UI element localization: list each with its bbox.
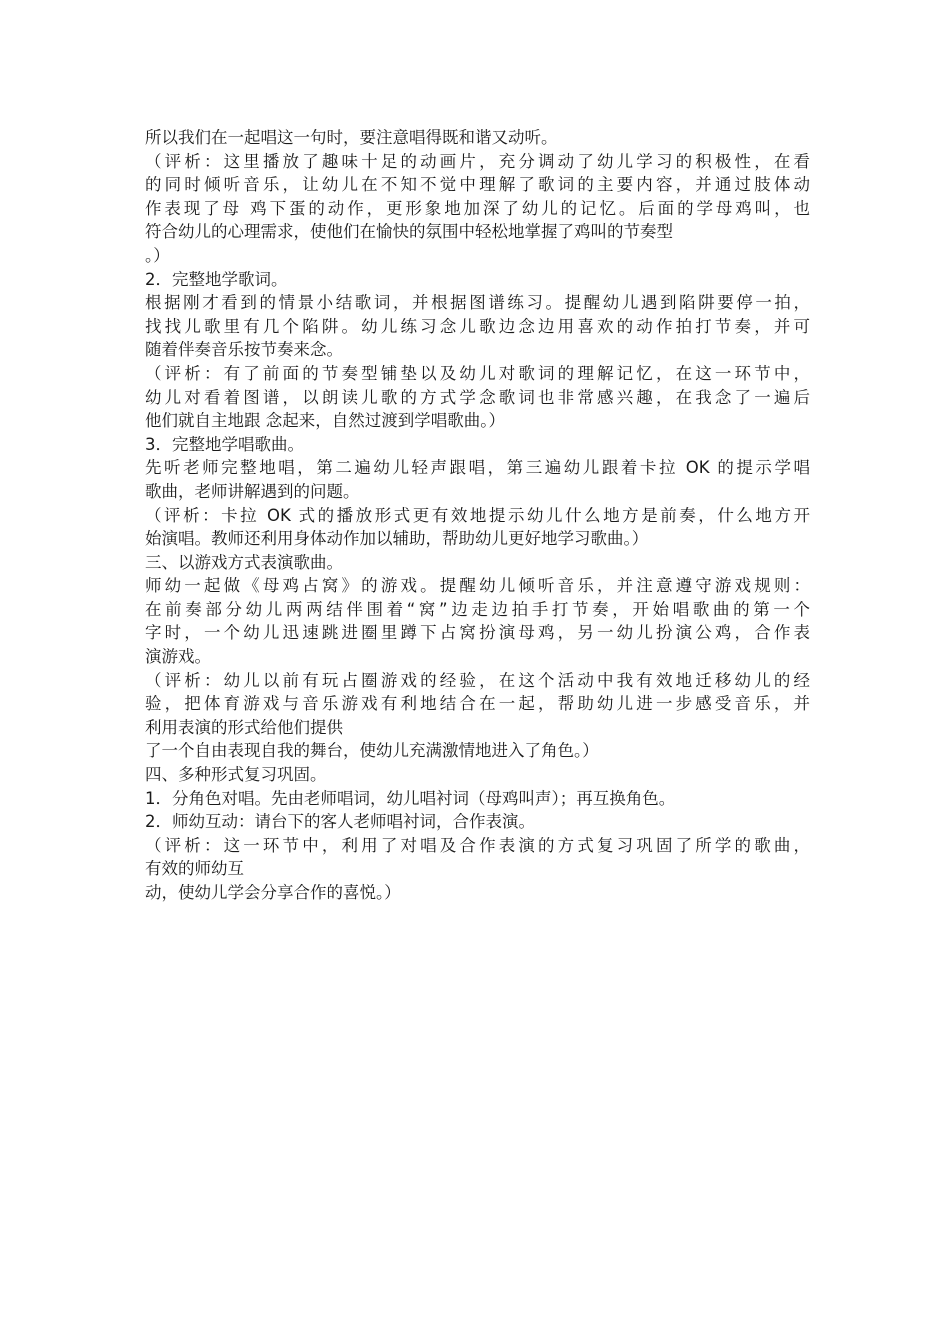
- text-line: 三、以游戏方式表演歌曲。: [145, 552, 343, 572]
- text-line: 1．分角色对唱。先由老师唱词，幼儿唱衬词（母鸡叫声）；再互换角色。: [145, 788, 676, 808]
- text-line: 随着伴奏音乐按节奏来念。: [145, 340, 343, 360]
- text-line: （评析：这一环节中，利用了对唱及合作表演的方式复习巩固了所学的歌曲，: [145, 835, 810, 855]
- text-line: 字时，一个幼儿迅速跳进圈里蹲下占窝扮演母鸡，另一幼儿扮演公鸡，合作表: [145, 623, 810, 643]
- text-line: 演游戏。: [145, 647, 211, 667]
- text-line: 作表现了母 鸡下蛋的动作，更形象地加深了幼儿的记忆。后面的学母鸡叫，也: [145, 198, 810, 218]
- text-line: 。）: [145, 245, 170, 265]
- text-line: 师幼一起做《母鸡占窝》的游戏。提醒幼儿倾听音乐，并注意遵守游戏规则：: [145, 576, 810, 596]
- text-line: 歌曲，老师讲解遇到的问题。: [145, 481, 360, 501]
- document-body: [145, 126, 810, 905]
- text-line: 先听老师完整地唱，第二遍幼儿轻声跟唱，第三遍幼儿跟着卡拉 OK 的提示学唱: [145, 458, 810, 478]
- text-line: 找找儿歌里有几个陷阱。幼儿练习念儿歌边念边用喜欢的动作拍打节奏，并可: [145, 316, 810, 336]
- text-line: 有效的师幼互: [145, 859, 244, 879]
- text-line: 在前奏部分幼儿两两结伴围着“窝”边走边拍手打节奏，开始唱歌曲的第一个: [145, 599, 810, 619]
- text-line: 符合幼儿的心理需求，使他们在愉快的氛围中轻松地掌握了鸡叫的节奏型: [145, 222, 673, 242]
- text-line: 的同时倾听音乐，让幼儿在不知不觉中理解了歌词的主要内容，并通过肢体动: [145, 175, 810, 195]
- text-line: 2．完整地学歌词。: [145, 269, 288, 289]
- text-line: 了一个自由表现自我的舞台，使幼儿充满激情地进入了角色。）: [145, 741, 599, 761]
- text-line: （评析：这里播放了趣味十足的动画片，充分调动了幼儿学习的积极性，在看: [145, 151, 810, 171]
- text-line: 四、多种形式复习巩固。: [145, 765, 327, 785]
- text-line: 幼儿对看着图谱，以朗读儿歌的方式学念歌词也非常感兴趣，在我念了一遍后: [145, 387, 810, 407]
- text-line: 始演唱。教师还利用身体动作加以辅助，帮助幼儿更好地学习歌曲。）: [145, 529, 649, 549]
- text-line: 3．完整地学唱歌曲。: [145, 434, 304, 454]
- text-line: 他们就自主地跟 念起来，自然过渡到学唱歌曲。）: [145, 411, 505, 431]
- text-line: （评析：幼儿以前有玩占圈游戏的经验，在这个活动中我有效地迁移幼儿的经: [145, 670, 810, 690]
- text-line: 动，使幼儿学会分享合作的喜悦。）: [145, 883, 401, 902]
- text-line: 验，把体育游戏与音乐游戏有利地结合在一起，帮助幼儿进一步感受音乐，并: [145, 694, 810, 714]
- text-line: （评析：卡拉 OK 式的播放形式更有效地提示幼儿什么地方是前奏，什么地方开: [145, 505, 810, 525]
- text-line: 根据刚才看到的情景小结歌词，并根据图谱练习。提醒幼儿遇到陷阱要停一拍，: [145, 293, 810, 313]
- text-line: 2．师幼互动：请台下的客人老师唱衬词，合作表演。: [145, 812, 535, 832]
- text-line: （评析：有了前面的节奏型铺垫以及幼儿对歌词的理解记忆，在这一环节中，: [145, 363, 810, 383]
- text-line: 利用表演的形式给他们提供: [145, 717, 343, 737]
- text-line: 所以我们在一起唱这一句时，要注意唱得既和谐又动听。: [145, 128, 558, 147]
